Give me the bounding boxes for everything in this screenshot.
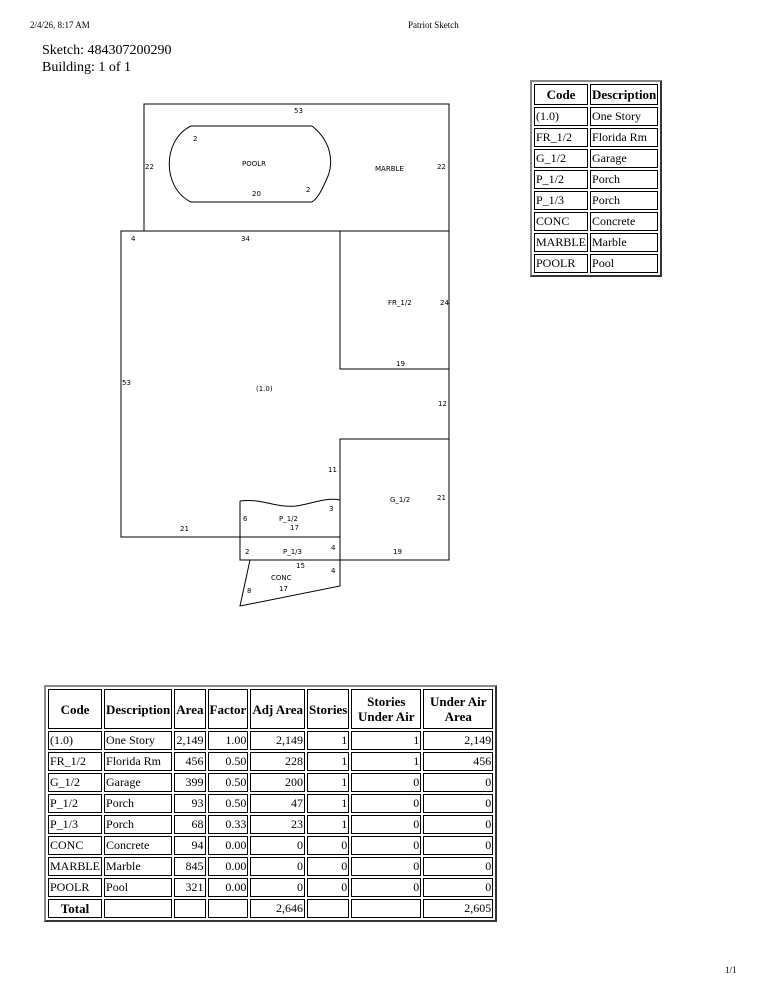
table-cell: Porch <box>104 815 172 834</box>
main-structure-outline <box>121 231 449 560</box>
table-row <box>48 752 493 771</box>
table-row <box>534 170 658 189</box>
concrete-outline <box>240 560 340 606</box>
dimension-label: 22 <box>145 163 154 171</box>
dimension-label: 17 <box>290 524 299 532</box>
table-cell: 93 <box>174 794 205 813</box>
table-cell: FR_1/2 <box>48 752 102 771</box>
total-row <box>48 899 493 918</box>
dimension-label: 21 <box>437 494 446 502</box>
page-header-title: Patriot Sketch <box>408 20 459 30</box>
table-cell: 321 <box>174 878 205 897</box>
dimension-label: 8 <box>247 587 252 595</box>
table-row <box>534 107 658 126</box>
table-cell: 0 <box>423 794 493 813</box>
table-row <box>48 773 493 792</box>
table-cell: 1 <box>307 731 349 750</box>
table-cell: 1 <box>351 752 421 771</box>
description-cell: Concrete <box>590 212 658 231</box>
total-cell <box>104 899 172 918</box>
table-cell: 1 <box>351 731 421 750</box>
code-cell: P_1/2 <box>534 170 588 189</box>
table-row <box>534 149 658 168</box>
table-cell: 0 <box>423 878 493 897</box>
table-cell: 399 <box>174 773 205 792</box>
table-cell: 0 <box>351 878 421 897</box>
total-label: Total <box>48 899 102 918</box>
total-cell <box>351 899 421 918</box>
code-cell: (1.0) <box>534 107 588 126</box>
porch-half-top-outline <box>240 499 340 506</box>
code-cell: G_1/2 <box>534 149 588 168</box>
table-cell: 2,149 <box>174 731 205 750</box>
table-row <box>48 857 493 876</box>
dimension-label: 2 <box>306 186 311 194</box>
table-cell: MARBLE <box>48 857 102 876</box>
area-code-label: MARBLE <box>375 165 404 173</box>
table-cell: CONC <box>48 836 102 855</box>
table-cell: 0 <box>423 773 493 792</box>
table-cell: (1.0) <box>48 731 102 750</box>
area-code-label: (1.0) <box>256 385 273 393</box>
table-row <box>48 815 493 834</box>
table-row <box>534 212 658 231</box>
dimension-label: 19 <box>396 360 405 368</box>
table-cell: 0 <box>423 836 493 855</box>
page-number: 1/1 <box>725 965 737 975</box>
table-row <box>48 794 493 813</box>
table-cell: 1 <box>307 752 349 771</box>
table-cell: 0.50 <box>208 773 249 792</box>
table-cell: 68 <box>174 815 205 834</box>
column-header: Stories <box>307 689 349 729</box>
area-code-label: P_1/2 <box>279 515 298 523</box>
dimension-label: 4 <box>131 235 136 243</box>
table-cell: 0.00 <box>208 878 249 897</box>
table-row <box>534 254 658 273</box>
table-cell: 1 <box>307 815 349 834</box>
code-cell: MARBLE <box>534 233 588 252</box>
table-cell: 456 <box>174 752 205 771</box>
column-header: Under Air Area <box>423 689 493 729</box>
dimension-label: 6 <box>243 515 248 523</box>
table-cell: 0 <box>250 857 305 876</box>
table-cell: 0 <box>351 857 421 876</box>
table-row <box>534 128 658 147</box>
description-cell: One Story <box>590 107 658 126</box>
table-cell: Concrete <box>104 836 172 855</box>
table-cell: 47 <box>250 794 305 813</box>
table-cell: 0.00 <box>208 857 249 876</box>
table-row <box>48 878 493 897</box>
description-cell: Florida Rm <box>590 128 658 147</box>
dimension-label: 11 <box>328 466 337 474</box>
area-code-label: FR_1/2 <box>388 299 412 307</box>
dimension-label: 4 <box>331 567 336 575</box>
description-cell: Garage <box>590 149 658 168</box>
code-cell: P_1/3 <box>534 191 588 210</box>
code-cell: FR_1/2 <box>534 128 588 147</box>
code-cell: POOLR <box>534 254 588 273</box>
column-header: Code <box>48 689 102 729</box>
table-cell: 228 <box>250 752 305 771</box>
table-cell: 1 <box>307 773 349 792</box>
table-cell: 2,149 <box>250 731 305 750</box>
sketch-number: Sketch: 484307200290 <box>42 43 172 58</box>
total-cell: 2,605 <box>423 899 493 918</box>
dimension-label: 15 <box>296 562 305 570</box>
column-header: Description <box>590 84 658 105</box>
table-cell: 0 <box>351 836 421 855</box>
column-header: Description <box>104 689 172 729</box>
table-cell: 845 <box>174 857 205 876</box>
code-cell: CONC <box>534 212 588 231</box>
table-cell: 0 <box>250 878 305 897</box>
table-cell: 0 <box>351 815 421 834</box>
table-cell: 0 <box>351 773 421 792</box>
table-cell: Florida Rm <box>104 752 172 771</box>
table-cell: 0.00 <box>208 836 249 855</box>
table-cell: 0.33 <box>208 815 249 834</box>
dimension-label: 53 <box>122 379 131 387</box>
table-row <box>534 191 658 210</box>
table-cell: Marble <box>104 857 172 876</box>
table-cell: 0 <box>351 794 421 813</box>
description-cell: Pool <box>590 254 658 273</box>
table-cell: P_1/3 <box>48 815 102 834</box>
column-header: Code <box>534 84 588 105</box>
column-header: Stories Under Air <box>351 689 421 729</box>
dimension-label: 19 <box>393 548 402 556</box>
table-cell: 0 <box>307 857 349 876</box>
table-cell: 0 <box>423 815 493 834</box>
table-cell: One Story <box>104 731 172 750</box>
table-cell: POOLR <box>48 878 102 897</box>
description-cell: Porch <box>590 170 658 189</box>
print-datetime: 2/4/26, 8:17 AM <box>30 20 90 30</box>
table-cell: Garage <box>104 773 172 792</box>
table-cell: Porch <box>104 794 172 813</box>
table-cell: 1.00 <box>208 731 249 750</box>
dimension-label: 12 <box>438 400 447 408</box>
table-cell: 23 <box>250 815 305 834</box>
area-summary-table <box>44 685 497 922</box>
total-cell <box>174 899 205 918</box>
code-legend-table <box>530 80 662 277</box>
building-number: Building: 1 of 1 <box>42 60 132 75</box>
column-header: Area <box>174 689 205 729</box>
area-code-label: P_1/3 <box>283 548 302 556</box>
description-cell: Marble <box>590 233 658 252</box>
column-header: Factor <box>208 689 249 729</box>
dimension-label: 53 <box>294 107 303 115</box>
area-code-label: G_1/2 <box>390 496 411 504</box>
table-cell: 0 <box>423 857 493 876</box>
area-code-label: POOLR <box>242 160 267 168</box>
dimension-label: 17 <box>279 585 288 593</box>
area-code-label: CONC <box>271 574 292 582</box>
dimension-label: 2 <box>193 135 198 143</box>
dimension-label: 21 <box>180 525 189 533</box>
dimension-label: 4 <box>331 544 336 552</box>
table-cell: 1 <box>307 794 349 813</box>
description-cell: Porch <box>590 191 658 210</box>
table-cell: G_1/2 <box>48 773 102 792</box>
table-cell: Pool <box>104 878 172 897</box>
total-cell <box>208 899 249 918</box>
dimension-label: 2 <box>245 548 250 556</box>
table-row <box>48 836 493 855</box>
table-cell: 456 <box>423 752 493 771</box>
total-cell <box>307 899 349 918</box>
dimension-label: 24 <box>440 299 449 307</box>
table-cell: 94 <box>174 836 205 855</box>
dimension-label: 20 <box>252 190 261 198</box>
dimension-label: 22 <box>437 163 446 171</box>
table-cell: 200 <box>250 773 305 792</box>
table-cell: 0 <box>307 836 349 855</box>
table-cell: 0 <box>307 878 349 897</box>
table-cell: P_1/2 <box>48 794 102 813</box>
column-header: Adj Area <box>250 689 305 729</box>
total-cell: 2,646 <box>250 899 305 918</box>
dimension-label: 3 <box>329 505 334 513</box>
dimension-label: 34 <box>241 235 250 243</box>
table-row <box>48 731 493 750</box>
table-cell: 0 <box>250 836 305 855</box>
table-cell: 0.50 <box>208 752 249 771</box>
table-row <box>534 233 658 252</box>
table-cell: 0.50 <box>208 794 249 813</box>
table-cell: 2,149 <box>423 731 493 750</box>
